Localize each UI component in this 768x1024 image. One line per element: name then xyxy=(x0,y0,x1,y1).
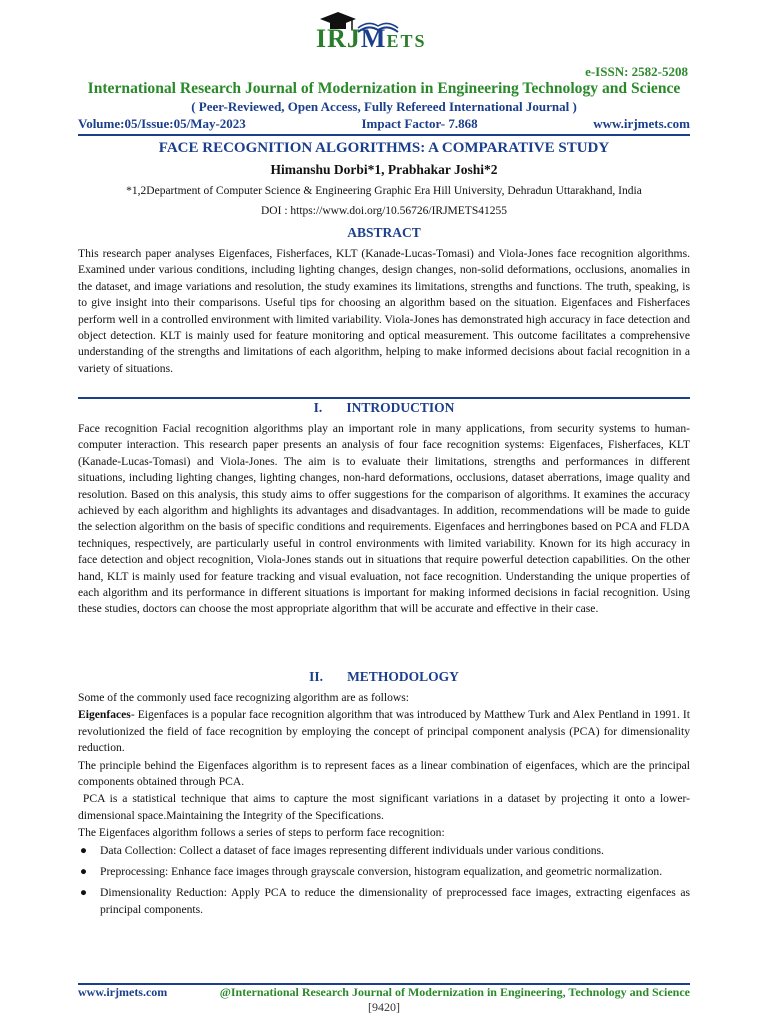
methodology-body xyxy=(78,690,690,923)
abstract-heading: ABSTRACT xyxy=(347,225,421,240)
affiliation: *1,2Department of Computer Science & Engineering Graphic Era Hill University, Dehradun Uttarakhand, India xyxy=(126,185,642,197)
bullet-icon: ● xyxy=(80,865,88,879)
steps-list xyxy=(78,843,690,919)
eissn: e-ISSN: 2582-5208 xyxy=(585,64,688,79)
section-title: INTRODUCTION xyxy=(346,400,455,415)
methodology-heading xyxy=(78,669,690,685)
bullet-icon: ● xyxy=(80,843,88,857)
methodology-intro: Some of the commonly used face recognizing algorithm are as follows: xyxy=(78,691,409,704)
authors: Himanshu Dorbi*1, Prabhakar Joshi*2 xyxy=(270,162,498,177)
section-number: II. xyxy=(309,669,324,684)
abstract-text: This research paper analyses Eigenfaces, Fisherfaces, KLT (Kanade-Lucas-Tomasi) and Viola-Jones face recognition algorithms. Examined under various conditions, including lighting changes, design changes, non-solid deformations, occlusions, anomalies in the dataset, and image variations and resolution, the study examines its limitations, strengths and functions. The truth, speaking, is to give insight into their comparisons. Useful tips for choosing an algorithm based on the situation. Eigenfaces and Fisherfaces perform well in a controlled environment with limited variability. Viola-Jones has demonstrated high accuracy in face detection and object detection. KLT is mainly used for feature monitoring and optical measurement. This outcome facilitates a comprehensive understanding of the strengths and limitations of each algorithm, helping to make informed decisions about facial recognition in a variety of situations. xyxy=(78,247,690,375)
bullet-icon: ● xyxy=(80,886,88,900)
list-item: ● Dimensionality Reduction: Apply PCA to reduce the dimensionality of preprocessed face images, extracting eigenfaces as principal components. xyxy=(80,886,690,916)
website-link[interactable]: www.irjmets.com xyxy=(593,116,690,131)
page-number: [9420] xyxy=(368,1000,400,1014)
section-title: METHODOLOGY xyxy=(347,669,459,684)
section-number: I. xyxy=(313,400,323,415)
header-divider xyxy=(78,134,690,136)
list-item: ● Data Collection: Collect a dataset of face images representing different individuals under various conditions. xyxy=(78,843,690,859)
abstract-divider xyxy=(78,397,690,399)
volume-row xyxy=(78,116,690,132)
volume-info: Volume:05/Issue:05/May-2023 xyxy=(78,116,246,131)
steps-intro: The Eigenfaces algorithm follows a series of steps to perform face recognition: xyxy=(78,826,445,840)
peer-review-note: ( Peer-Reviewed, Open Access, Fully Refereed International Journal ) xyxy=(191,99,577,114)
list-item: ● Preprocessing: Enhance face images through grayscale conversion, histogram equalization, and geometric normalization. xyxy=(78,864,690,880)
principle-paragraph: The principle behind the Eigenfaces algorithm is to represent faces as a linear combination of eigenfaces, which are the principal components obtained through PCA. xyxy=(78,758,690,789)
pca-paragraph: PCA is a statistical technique that aims to capture the most significant variations in a dataset by projecting it onto a lower-dimensional space.Maintaining the Integrity of the Specifications. xyxy=(78,792,690,822)
doi-link[interactable]: DOI : https://www.doi.org/10.56726/IRJMETS41255 xyxy=(261,205,507,217)
logo-text: IRJMETS xyxy=(316,24,427,53)
eigenfaces-paragraph xyxy=(78,707,690,756)
paper-title: FACE RECOGNITION ALGORITHMS: A COMPARATIVE STUDY xyxy=(158,140,610,156)
footer-copyright: @International Research Journal of Modernization in Engineering, Technology and Science xyxy=(219,985,690,999)
impact-factor: Impact Factor- 7.868 xyxy=(361,116,478,131)
eigenfaces-text: - Eigenfaces is a popular face recognition algorithm that was introduced by Matthew Turk and Alex Pentland in 1991. It revolutionized the field of face recognition by employing the concept of principal component analysis (PCA) for dimensionality reduction. xyxy=(78,708,690,755)
eigenfaces-label: Eigenfaces xyxy=(78,708,131,722)
journal-logo xyxy=(316,10,456,58)
journal-name: International Research Journal of Modernization in Engineering Technology and Science xyxy=(87,80,681,97)
introduction-heading xyxy=(78,400,690,416)
introduction-text: Face recognition Facial recognition algorithms play an important role in many applications, from security systems to human-computer interaction. This research paper presents an analysis of four face recognition systems: Eigenfaces, Fisherfaces, KLT (Kanade-Lucas-Tomasi) and Viola-Jones. The aim is to evaluate their limitations, strengths and performances in different situations, including lighting changes, lighting changes, non-hard deformations, occlusions, dataset aberrations, image quality and resolution. Based on this analysis, this study aims to offer suggestions for the comparison of algorithms. It examines the accuracy achieved by each algorithm and highlights its advantages and disadvantages. In addition, recommendations will be made to guide the selection algorithm on the basis of specific conditions and requirements. Eigenfaces and herringbones based on PCA and FLDA techniques, respectively, are particularly useful in control environments with limited variability. Known for its high accuracy in face detection and object recognition, Viola-Jones stands out in situations that require powerful detection capabilities. On the other hand, KLT is mainly used for feature tracking and visual evaluation, not face recognition. Understanding the unique properties of each algorithm and its performance in different situations is important for making informed decisions in facial recognition. Using these studies, doctors can choose the most appropriate algorithm that will be accurate and effective in their case. xyxy=(78,422,690,616)
footer-website-link[interactable]: www.irjmets.com xyxy=(78,985,168,999)
